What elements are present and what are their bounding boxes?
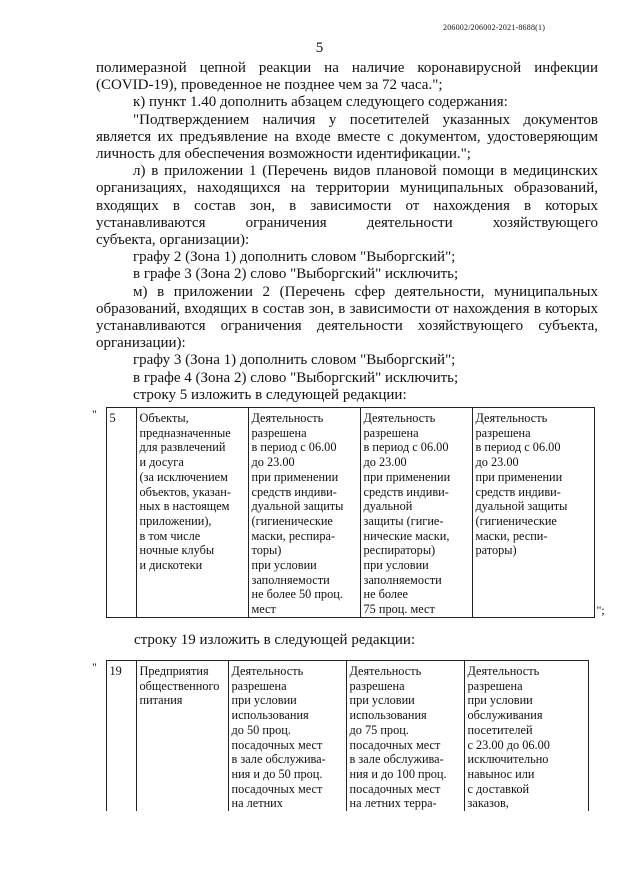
cell-line: до 23.00 [475, 455, 519, 470]
cell-line: ния и до 100 проц. [349, 766, 447, 781]
paragraph-line: (COVID-19), проведенное не позднее чем за 72 часа."; [96, 77, 443, 94]
cell-line: в период с 06.00 [251, 440, 337, 455]
cell-line: посадочных мест [231, 737, 323, 752]
body-text [96, 60, 598, 404]
cell-line: разрешена [467, 678, 523, 693]
table-row-19 [92, 660, 589, 811]
paragraph-line: л) в приложении 1 (Перечень видов плановой помощи в медицинских [133, 163, 598, 180]
cell-line: с доставкой [467, 781, 530, 796]
cell-line: разрешена [231, 678, 287, 693]
paragraph-line: устанавливаются ограничения деятельности хозяйствующего [96, 214, 598, 231]
cell-line: при применении [251, 469, 339, 484]
cell-line: разрешена [475, 425, 531, 440]
cell-line: в том числе [139, 528, 201, 543]
cell-line: дуальной [363, 499, 413, 514]
cell-line: до 75 проц. [349, 722, 409, 737]
cell-line: навынос или [467, 766, 535, 781]
cell-line: в зале обслужива- [349, 752, 444, 767]
cell-line: предназначенные [139, 425, 231, 440]
cell-line: мест [251, 602, 276, 617]
cell-line: до 23.00 [363, 455, 407, 470]
cell-line: средств индиви- [363, 484, 449, 499]
cell-line: ния и до 50 проц. [231, 766, 323, 781]
cell-line: защиты (гигие- [363, 513, 444, 528]
cell-line: Деятельность [349, 664, 422, 678]
paragraph-line: входящих в состав зон, в зависимости от нахождения в которых [96, 197, 598, 214]
cell-line: Деятельность [467, 664, 540, 678]
cell-line: маски, респи- [475, 528, 548, 543]
cell-line: на летних [231, 796, 283, 811]
cell-line: использования [231, 708, 309, 723]
paragraph-line: организациях, находящихся на территории муниципальных образований, [96, 180, 598, 197]
paragraph-line: образований, входящих в состав зон, в зависимости от нахождения в которых [96, 300, 598, 317]
cell-line: 75 проц. мест [363, 602, 435, 617]
paragraph-line: к) пункт 1.40 дополнить абзацем следующего содержания: [133, 94, 508, 111]
cell-line: исключительно [467, 752, 549, 767]
cell-line: при условии [467, 693, 533, 708]
cell-line: объектов, указан- [139, 484, 231, 499]
cell-line: Деятельность [475, 411, 548, 425]
paragraph-line: организации): [96, 335, 186, 352]
close-quote: "; [596, 602, 605, 617]
table2-cell-1 [228, 661, 346, 812]
document-id: 206002/206002-2021-8688(1) [443, 23, 546, 32]
cell-line: средств индиви- [475, 484, 561, 499]
cell-line: не более 50 проц. [251, 587, 343, 602]
cell-line: Деятельность [231, 664, 304, 678]
cell-line: с 23.00 до 06.00 [467, 737, 550, 752]
cell-line: приложении), [139, 513, 212, 528]
cell-line: обслуживания [467, 708, 543, 723]
page-number: 5 [315, 40, 324, 56]
cell-line: ных в настоящем [139, 499, 230, 514]
cell-line: заполняемости [363, 572, 442, 587]
paragraph-line: является их предъявление на входе вместе с документом, удостоверяющим [96, 128, 598, 145]
paragraph-line: строку 5 изложить в следующей редакции: [133, 386, 407, 403]
cell-line: дуальной защиты [251, 499, 344, 514]
cell-line: в период с 06.00 [363, 440, 449, 455]
cell-line: Предприятия [139, 664, 209, 678]
cell-line: заказов, [467, 796, 509, 811]
cell-line: при условии [251, 558, 317, 573]
cell-line: общественного [139, 678, 220, 693]
paragraph-line: полимеразной цепной реакции на наличие коронавирусной инфекции [96, 60, 598, 76]
cell-line: (гигиенические [475, 513, 557, 528]
open-quote: " [92, 408, 106, 618]
cell-line: раторы) [475, 543, 517, 558]
paragraph-line: графу 3 (Зона 1) дополнить словом "Выборгский"; [133, 352, 456, 369]
cell-line: использования [349, 708, 427, 723]
table1-cell-2 [360, 408, 472, 618]
cell-line: питания [139, 693, 183, 708]
cell-line: для развлечений [139, 440, 226, 455]
cell-line: при применении [475, 469, 563, 484]
cell-line: не более [363, 587, 408, 602]
paragraph-line: личность для обеспечения возможности идентификации."; [96, 146, 471, 163]
table2-caption: строку 19 изложить в следующей редакции: [134, 632, 416, 648]
table2-cell-3 [464, 661, 588, 812]
cell-line: при условии [231, 693, 297, 708]
paragraph-line: субъекта, организации): [96, 232, 250, 249]
cell-line: (за исключением [139, 469, 228, 484]
table-row-5 [92, 407, 610, 618]
cell-line: нические маски, [363, 528, 450, 543]
cell-line: при условии [363, 558, 429, 573]
cell-line: Деятельность [363, 411, 436, 425]
open-quote: " [92, 661, 106, 812]
cell-line: разрешена [349, 678, 405, 693]
table1-cell-0 [136, 408, 248, 618]
paragraph-line: графу 2 (Зона 1) дополнить словом "Выборгский"; [133, 249, 456, 266]
paragraph-line: устанавливаются ограничения деятельности хозяйствующего субъекта, [96, 318, 598, 335]
table1-cell-1 [248, 408, 360, 618]
row-number: 19 [106, 661, 136, 812]
cell-line: ночные клубы [139, 543, 215, 558]
cell-line: Объекты, [139, 411, 189, 425]
cell-line: торы) [251, 543, 282, 558]
table1-cell-3 [472, 408, 594, 618]
table2-cell-0 [136, 661, 228, 812]
cell-line: до 23.00 [251, 455, 295, 470]
cell-line: на летних терра- [349, 796, 437, 811]
cell-line: разрешена [363, 425, 419, 440]
cell-line: разрешена [251, 425, 307, 440]
row-number: 5 [106, 408, 136, 618]
cell-line: и дискотеки [139, 558, 203, 573]
cell-line: и досуга [139, 455, 184, 470]
paragraph-line: в графе 4 (Зона 2) слово "Выборгский" исключить; [133, 369, 459, 386]
cell-line: (гигиенические [251, 513, 333, 528]
cell-line: дуальной защиты [475, 499, 568, 514]
cell-line: в зале обслужива- [231, 752, 326, 767]
cell-line: при применении [363, 469, 451, 484]
paragraph-line: в графе 3 (Зона 2) слово "Выборгский" исключить; [133, 266, 459, 283]
cell-line: посадочных мест [231, 781, 323, 796]
cell-line: при условии [349, 693, 415, 708]
cell-line: посадочных мест [349, 781, 441, 796]
cell-line: в период с 06.00 [475, 440, 561, 455]
cell-line: средств индиви- [251, 484, 337, 499]
cell-line: посетителей [467, 722, 533, 737]
cell-line: маски, респира- [251, 528, 336, 543]
cell-line: респираторы) [363, 543, 436, 558]
cell-line: до 50 проц. [231, 722, 291, 737]
paragraph-line: "Подтверждением наличия у посетителей указанных документов [133, 111, 598, 128]
paragraph-line: м) в приложении 2 (Перечень сфер деятельности, муниципальных [133, 283, 598, 300]
cell-line: заполняемости [251, 572, 330, 587]
cell-line: Деятельность [251, 411, 324, 425]
table2-cell-2 [346, 661, 464, 812]
cell-line: посадочных мест [349, 737, 441, 752]
